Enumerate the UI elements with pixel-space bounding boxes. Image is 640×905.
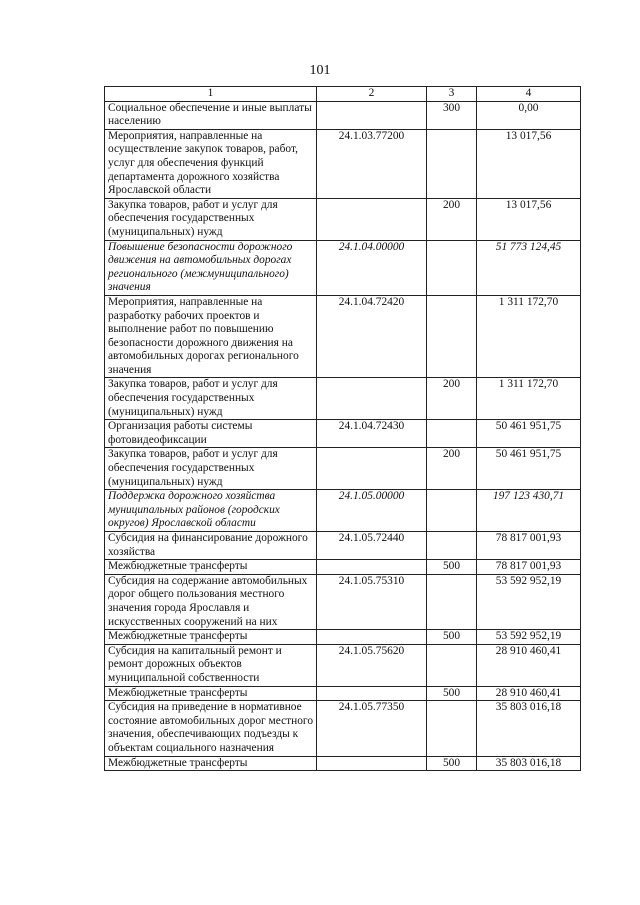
row-type-cell: 500 bbox=[427, 560, 477, 575]
row-amount-cell: 1 311 172,70 bbox=[477, 378, 581, 420]
row-type-cell bbox=[427, 574, 477, 629]
row-name-cell: Мероприятия, направленные на разработку рабочих проектов и выполнение работ по повышению безопасности дорожного движения на автомобильных дорогах регионального значения bbox=[105, 295, 317, 378]
row-code-cell bbox=[317, 630, 427, 645]
row-type-cell: 500 bbox=[427, 756, 477, 771]
table-row bbox=[105, 701, 581, 756]
row-name-cell: Субсидия на финансирование дорожного хозяйства bbox=[105, 532, 317, 560]
row-type-cell bbox=[427, 240, 477, 295]
row-code-cell bbox=[317, 686, 427, 701]
row-name-cell: Межбюджетные трансферты bbox=[105, 756, 317, 771]
column-header: 1 bbox=[105, 87, 317, 102]
row-code-cell: 24.1.04.00000 bbox=[317, 240, 427, 295]
row-type-cell: 200 bbox=[427, 448, 477, 490]
row-amount-cell: 51 773 124,45 bbox=[477, 240, 581, 295]
row-name-cell: Закупка товаров, работ и услуг для обеспечения государственных (муниципальных) нужд bbox=[105, 448, 317, 490]
budget-table bbox=[104, 86, 581, 771]
row-name-cell: Повышение безопасности дорожного движения на автомобильных дорогах регионального (межмуниципального) значения bbox=[105, 240, 317, 295]
row-name-cell: Межбюджетные трансферты bbox=[105, 686, 317, 701]
table-row bbox=[105, 630, 581, 645]
row-amount-cell: 50 461 951,75 bbox=[477, 420, 581, 448]
row-amount-cell: 78 817 001,93 bbox=[477, 560, 581, 575]
row-amount-cell: 50 461 951,75 bbox=[477, 448, 581, 490]
row-name-cell: Межбюджетные трансферты bbox=[105, 560, 317, 575]
row-name-cell: Организация работы системы фотовидеофиксации bbox=[105, 420, 317, 448]
row-type-cell: 500 bbox=[427, 630, 477, 645]
row-code-cell: 24.1.04.72420 bbox=[317, 295, 427, 378]
row-amount-cell: 13 017,56 bbox=[477, 129, 581, 198]
row-code-cell bbox=[317, 560, 427, 575]
row-amount-cell: 0,00 bbox=[477, 101, 581, 129]
row-amount-cell: 35 803 016,18 bbox=[477, 756, 581, 771]
row-code-cell: 24.1.05.77350 bbox=[317, 701, 427, 756]
table-body bbox=[105, 101, 581, 771]
table-row bbox=[105, 198, 581, 240]
row-code-cell: 24.1.04.72430 bbox=[317, 420, 427, 448]
row-amount-cell: 78 817 001,93 bbox=[477, 532, 581, 560]
row-amount-cell: 28 910 460,41 bbox=[477, 686, 581, 701]
table-row bbox=[105, 378, 581, 420]
table-row bbox=[105, 644, 581, 686]
row-type-cell: 200 bbox=[427, 198, 477, 240]
table-row bbox=[105, 240, 581, 295]
row-type-cell bbox=[427, 490, 477, 532]
row-amount-cell: 197 123 430,71 bbox=[477, 490, 581, 532]
row-code-cell: 24.1.05.75310 bbox=[317, 574, 427, 629]
row-type-cell: 500 bbox=[427, 686, 477, 701]
row-amount-cell: 1 311 172,70 bbox=[477, 295, 581, 378]
row-type-cell bbox=[427, 420, 477, 448]
row-code-cell bbox=[317, 198, 427, 240]
row-type-cell bbox=[427, 701, 477, 756]
row-code-cell bbox=[317, 448, 427, 490]
row-code-cell bbox=[317, 101, 427, 129]
table-row bbox=[105, 574, 581, 629]
row-code-cell: 24.1.03.77200 bbox=[317, 129, 427, 198]
row-name-cell: Закупка товаров, работ и услуг для обеспечения государственных (муниципальных) нужд bbox=[105, 378, 317, 420]
row-name-cell: Межбюджетные трансферты bbox=[105, 630, 317, 645]
table-row bbox=[105, 295, 581, 378]
row-amount-cell: 53 592 952,19 bbox=[477, 574, 581, 629]
table-row bbox=[105, 756, 581, 771]
table-row bbox=[105, 560, 581, 575]
column-header: 3 bbox=[427, 87, 477, 102]
row-amount-cell: 13 017,56 bbox=[477, 198, 581, 240]
column-header: 2 bbox=[317, 87, 427, 102]
row-name-cell: Субсидия на содержание автомобильных дорог общего пользования местного значения города Ярославля и искусственных сооружений на них bbox=[105, 574, 317, 629]
column-header: 4 bbox=[477, 87, 581, 102]
row-code-cell bbox=[317, 756, 427, 771]
row-code-cell bbox=[317, 378, 427, 420]
page-number: 101 bbox=[309, 63, 331, 78]
row-type-cell bbox=[427, 129, 477, 198]
table-row bbox=[105, 101, 581, 129]
row-name-cell: Субсидия на приведение в нормативное состояние автомобильных дорог местного значения, обеспечивающих подъезды к объектам социального назначения bbox=[105, 701, 317, 756]
table-row bbox=[105, 129, 581, 198]
row-name-cell: Закупка товаров, работ и услуг для обеспечения государственных (муниципальных) нужд bbox=[105, 198, 317, 240]
row-name-cell: Мероприятия, направленные на осуществление закупок товаров, работ, услуг для обеспечения функций департамента дорожного хозяйства Ярославской области bbox=[105, 129, 317, 198]
row-amount-cell: 35 803 016,18 bbox=[477, 701, 581, 756]
table-header-row bbox=[105, 87, 581, 102]
table-row bbox=[105, 420, 581, 448]
row-type-cell: 200 bbox=[427, 378, 477, 420]
table-row bbox=[105, 532, 581, 560]
row-code-cell: 24.1.05.00000 bbox=[317, 490, 427, 532]
table-row bbox=[105, 490, 581, 532]
row-code-cell: 24.1.05.72440 bbox=[317, 532, 427, 560]
row-type-cell bbox=[427, 532, 477, 560]
row-amount-cell: 28 910 460,41 bbox=[477, 644, 581, 686]
table-row bbox=[105, 686, 581, 701]
row-name-cell: Поддержка дорожного хозяйства муниципальных районов (городских округов) Ярославской области bbox=[105, 490, 317, 532]
row-type-cell bbox=[427, 644, 477, 686]
row-code-cell: 24.1.05.75620 bbox=[317, 644, 427, 686]
row-name-cell: Субсидия на капитальный ремонт и ремонт дорожных объектов муниципальной собственности bbox=[105, 644, 317, 686]
row-type-cell: 300 bbox=[427, 101, 477, 129]
table-row bbox=[105, 448, 581, 490]
row-name-cell: Социальное обеспечение и иные выплаты населению bbox=[105, 101, 317, 129]
row-amount-cell: 53 592 952,19 bbox=[477, 630, 581, 645]
row-type-cell bbox=[427, 295, 477, 378]
